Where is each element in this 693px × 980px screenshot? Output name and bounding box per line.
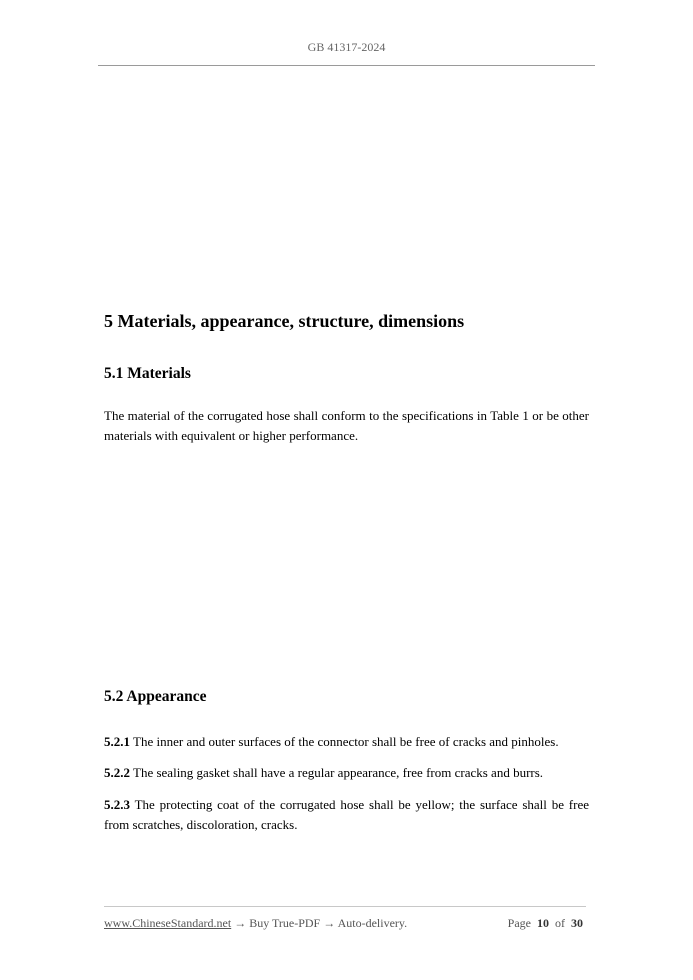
section-5-2-heading: 5.2 Appearance xyxy=(104,688,207,705)
page-total: 30 xyxy=(571,916,583,930)
section-5-1-heading: 5.1 Materials xyxy=(104,365,191,382)
footer-links xyxy=(104,916,407,931)
footer-divider xyxy=(104,906,586,907)
site-link[interactable]: www.ChineseStandard.net xyxy=(104,916,232,930)
clause-text: The protecting coat of the corrugated hose shall be yellow; the surface shall be free from scratches, discoloration, cracks. xyxy=(104,797,590,832)
header-doc-id: GB 41317-2024 xyxy=(307,40,386,54)
arrow-right-icon: → xyxy=(323,916,336,930)
clause-number: 5.2.2 xyxy=(104,765,130,780)
clause-text: The sealing gasket shall have a regular appearance, free from cracks and burrs. xyxy=(133,765,544,780)
header-divider xyxy=(98,65,595,66)
arrow-right-icon: → xyxy=(234,916,247,930)
buy-pdf-text: Buy True-PDF xyxy=(249,916,321,930)
section-5-heading: 5 Materials, appearance, structure, dimensions xyxy=(104,311,465,331)
of-label: of xyxy=(555,916,565,930)
clause-5-2-3 xyxy=(104,795,589,835)
clause-5-2-2 xyxy=(104,763,589,783)
auto-delivery-text: Auto-delivery. xyxy=(337,916,408,930)
clause-5-2-1 xyxy=(104,732,589,752)
page-label: Page xyxy=(507,916,531,930)
section-5-1-paragraph: The material of the corrugated hose shall conform to the specifications in Table 1 or be other materials with equivalent or higher performance. xyxy=(104,408,589,443)
page-current: 10 xyxy=(537,916,549,930)
clause-number: 5.2.3 xyxy=(104,797,130,812)
page-indicator xyxy=(508,916,583,931)
clause-text: The inner and outer surfaces of the connector shall be free of cracks and pinholes. xyxy=(133,734,559,749)
clause-number: 5.2.1 xyxy=(104,734,130,749)
